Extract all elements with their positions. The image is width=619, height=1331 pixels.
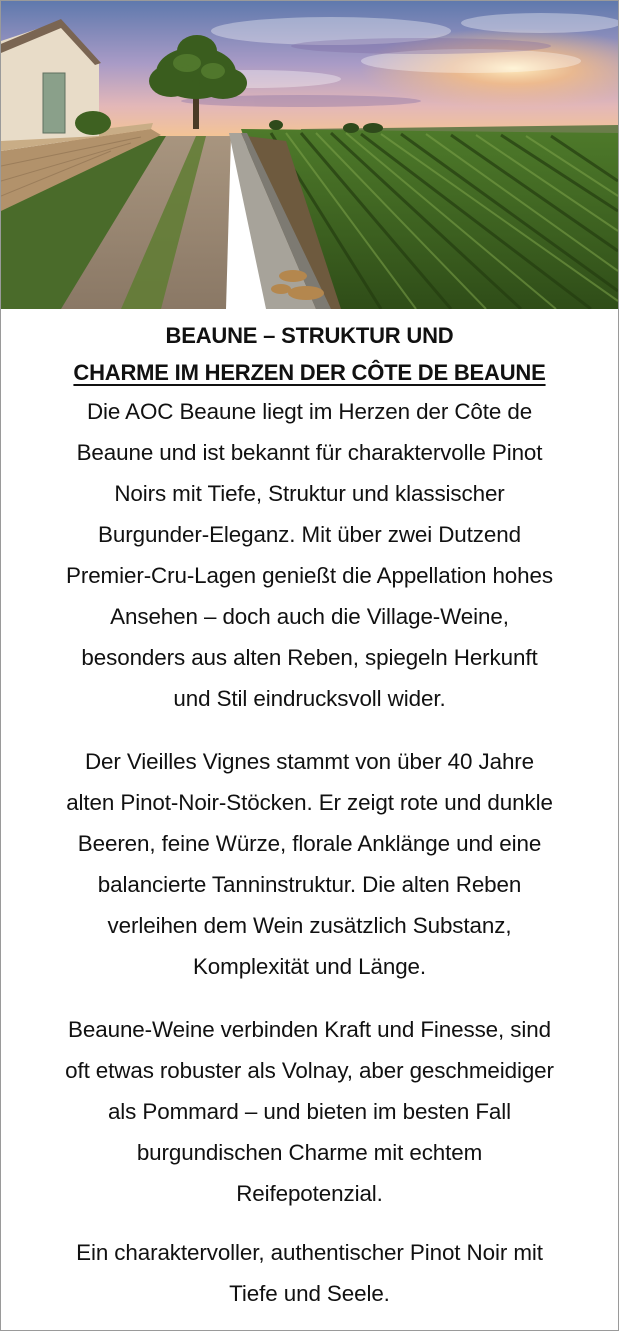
paragraph-line: Die AOC Beaune liegt im Herzen der Côte de [86,399,533,424]
headline-line-1: BEAUNE – STRUKTUR UND [165,323,454,348]
paragraph-line: Beaune-Weine verbinden Kraft und Finesse, sind [68,1017,551,1042]
paragraph-line: Ein charaktervoller, authentischer Pinot Noir mit [76,1240,543,1265]
paragraph-line: burgundischen Charme mit echtem [136,1140,483,1165]
article-headline [1,309,618,391]
paragraph-line: verleihen dem Wein zusätzlich Substanz, [107,913,512,938]
vineyard-photo [1,1,618,309]
paragraph-appellation [8,391,612,719]
paragraph-line: balancierte Tanninstruktur. Die alten Reben [97,872,522,897]
paragraph-line: Burgunder-Eleganz. Mit über zwei Dutzend [98,522,521,547]
paragraph-line: Komplexität und Länge. [192,954,427,979]
paragraph-line: alten Pinot-Noir-Stöcken. Er zeigt rote und dunkle [66,790,553,815]
paragraph-line: und Stil eindrucksvoll wider. [173,686,446,711]
paragraph-line: Noirs mit Tiefe, Struktur und klassischer [114,481,505,506]
paragraph-style [8,1009,612,1214]
paragraph-line: Beaune und ist bekannt für charaktervolle Pinot [76,440,543,465]
paragraph-line: Tiefe und Seele. [229,1281,390,1306]
paragraph-line: besonders aus alten Reben, spiegeln Herkunft [81,645,538,670]
paragraph-line: Ansehen – doch auch die Village-Weine, [110,604,509,629]
paragraph-line: als Pommard – und bieten im besten Fall [107,1099,512,1124]
paragraph-line: oft etwas robuster als Volnay, aber geschmeidiger [65,1058,554,1083]
paragraph-line: Beeren, feine Würze, florale Anklänge und eine [77,831,542,856]
paragraph-line: Der Vieilles Vignes stammt von über 40 Jahre [84,749,535,774]
article [1,309,618,1314]
paragraph-summary [8,1232,612,1314]
paragraph-vieilles-vignes [8,741,612,987]
headline-line-2: CHARME IM HERZEN DER CÔTE DE BEAUNE [73,360,546,385]
paragraph-line: Reifepotenzial. [236,1181,383,1206]
paragraph-line: Premier-Cru-Lagen genießt die Appellation hohes [66,563,553,588]
